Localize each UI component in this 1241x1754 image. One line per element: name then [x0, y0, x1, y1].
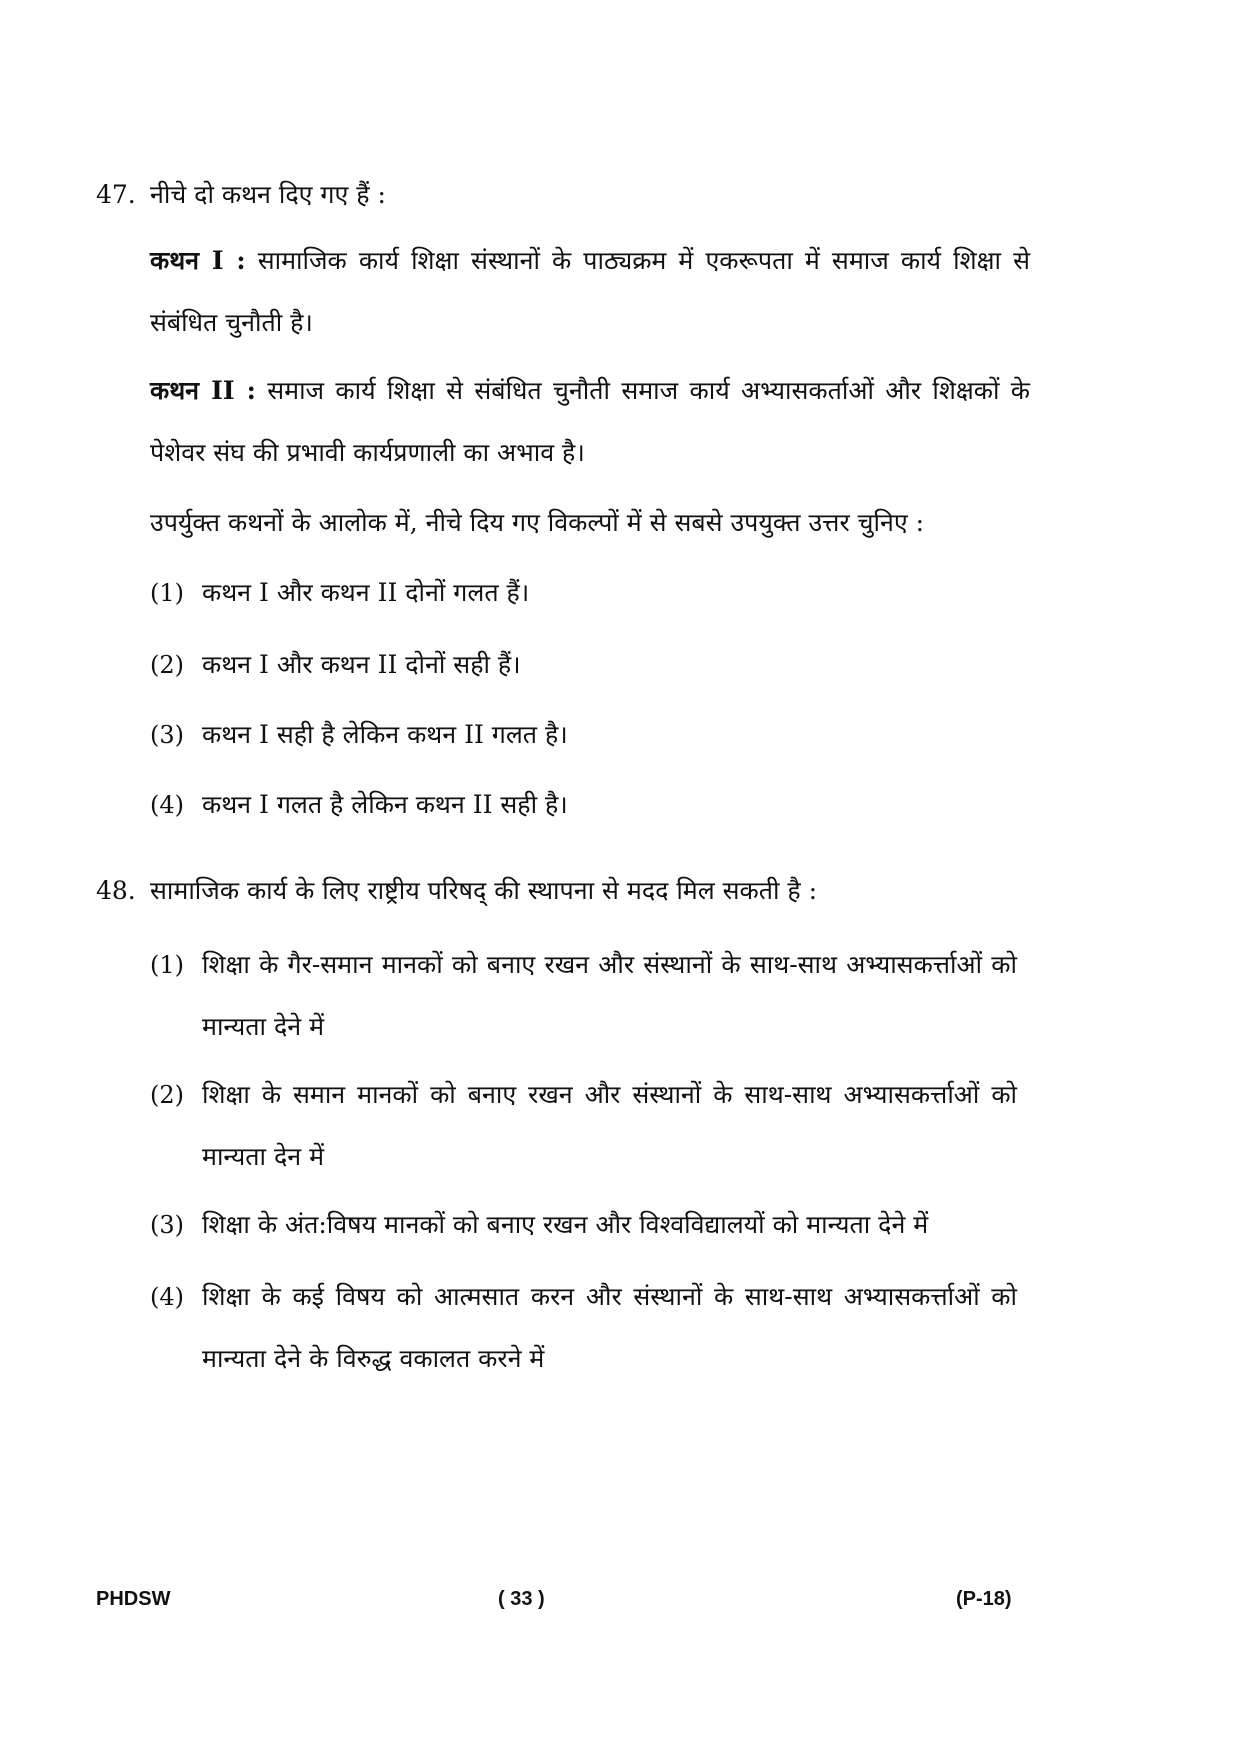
q47-option-3-text: कथन I सही है लेकिन कथन II गलत है। — [202, 720, 568, 749]
q47-intro: नीचे दो कथन दिए गए हैं : — [150, 180, 386, 209]
footer-paper-code: (P-18) — [956, 1588, 1012, 1610]
q48-option-2-line-2: मान्यता देन में — [202, 1142, 325, 1171]
q48-option-4-line-1: शिक्षा के कई विषय को आत्मसात करन और संस्थानों के साथ-साथ अभ्यासकर्त्ताओं को — [202, 1282, 1017, 1311]
statement-2-text: समाज कार्य शिक्षा से संबंधित चुनौती समाज कार्य अभ्यासकर्ताओं और शिक्षकों के — [267, 376, 1030, 405]
statement-1-text: सामाजिक कार्य शिक्षा संस्थानों के पाठ्यक्रम में एकरूपता में समाज कार्य शिक्षा से — [257, 246, 1030, 275]
statement-1-label: कथन I : — [150, 246, 246, 275]
q48-option-2-number: (2) — [150, 1081, 184, 1109]
q48-number: 48. — [96, 876, 136, 905]
q47-option-1-number: (1) — [150, 579, 184, 607]
q48-option-3-number: (3) — [150, 1211, 184, 1239]
q47-option-3-number: (3) — [150, 721, 184, 749]
q47-instruction: उपर्युक्त कथनों के आलोक में, नीचे दिय गए विकल्पों में से सबसे उपयुक्त उत्तर चुनिए : — [150, 508, 925, 537]
q48-question: सामाजिक कार्य के लिए राष्ट्रीय परिषद् की स्थापना से मदद मिल सकती है : — [150, 876, 818, 905]
q47-option-4-text: कथन I गलत है लेकिन कथन II सही है। — [202, 790, 568, 819]
q47-statement-2-line-1 — [150, 374, 1030, 408]
q48-option-3-line-1: शिक्षा के अंत:विषय मानकों को बनाए रखन और विश्वविद्यालयों को मान्यता देने में — [202, 1210, 929, 1239]
q48-option-1-line-2: मान्यता देने में — [202, 1012, 325, 1041]
q47-statement-1-line-1 — [150, 244, 1030, 278]
q48-option-4-number: (4) — [150, 1283, 184, 1311]
q47-option-4-number: (4) — [150, 791, 184, 819]
footer-code: PHDSW — [96, 1588, 171, 1610]
q48-option-1-number: (1) — [150, 951, 184, 979]
q48-option-4-line-2: मान्यता देने के विरुद्ध वकालत करने में — [202, 1344, 545, 1373]
q47-option-2-text: कथन I और कथन II दोनों सही हैं। — [202, 650, 521, 679]
q47-number: 47. — [96, 180, 136, 209]
q47-statement-1-line-2: संबंधित चुनौती है। — [150, 308, 313, 337]
q48-option-1-line-1: शिक्षा के गैर-समान मानकों को बनाए रखन और संस्थानों के साथ-साथ अभ्यासकर्त्ताओं को — [202, 950, 1017, 979]
q47-option-1-text: कथन I और कथन II दोनों गलत हैं। — [202, 578, 530, 607]
footer-page-number: ( 33 ) — [498, 1588, 545, 1610]
statement-2-label: कथन II : — [150, 376, 256, 405]
q47-statement-2-line-2: पेशेवर संघ की प्रभावी कार्यप्रणाली का अभाव है। — [150, 438, 585, 467]
q47-option-2-number: (2) — [150, 651, 184, 679]
q48-option-2-line-1: शिक्षा के समान मानकों को बनाए रखन और संस्थानों के साथ-साथ अभ्यासकर्त्ताओं को — [202, 1080, 1017, 1109]
